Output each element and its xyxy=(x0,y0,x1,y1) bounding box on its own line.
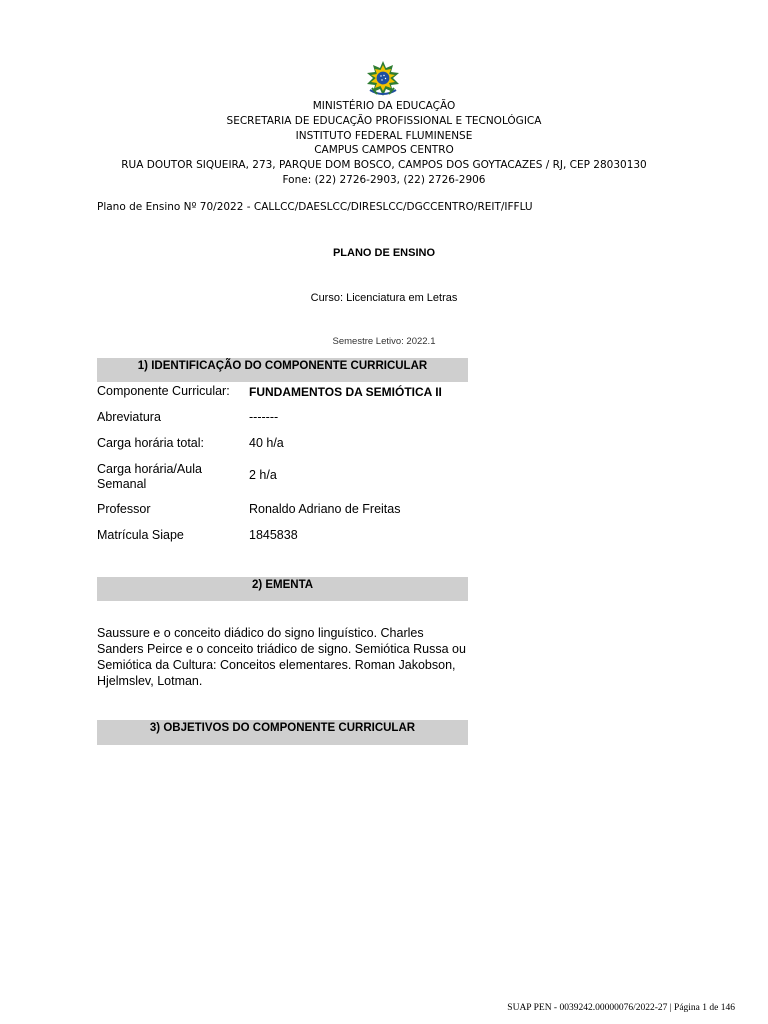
label-matricula: Matrícula Siape xyxy=(97,528,184,542)
value-carga-total: 40 h/a xyxy=(249,436,284,450)
header-campus: CAMPUS CAMPOS CENTRO xyxy=(314,144,454,157)
institution-header xyxy=(0,99,768,188)
value-carga-semanal: 2 h/a xyxy=(249,468,277,482)
section-1-heading: 1) IDENTIFICAÇÃO DO COMPONENTE CURRICULAR xyxy=(97,358,468,382)
label-professor: Professor xyxy=(97,502,151,516)
label-carga-total: Carga horária total: xyxy=(97,436,205,450)
value-componente: FUNDAMENTOS DA SEMIÓTICA II xyxy=(249,385,442,399)
header-ministry: MINISTÉRIO DA EDUCAÇÃO xyxy=(312,100,456,112)
value-professor: Ronaldo Adriano de Freitas xyxy=(249,502,401,516)
semester: Semestre Letivo: 2022.1 xyxy=(332,336,436,347)
value-abreviatura: ------- xyxy=(249,410,279,424)
section-3-heading: 3) OBJETIVOS DO COMPONENTE CURRICULAR xyxy=(97,720,468,745)
brazil-coat-of-arms-logo xyxy=(364,60,402,98)
header-address: RUA DOUTOR SIQUEIRA, 273, PARQUE DOM BOSCO, CAMPOS DOS GOYTACAZES / RJ, CEP 28030130 xyxy=(121,159,647,172)
label-carga-semanal: Carga horária/Aula Semanal xyxy=(97,462,202,491)
header-institute: INSTITUTO FEDERAL FLUMINENSE xyxy=(295,129,473,142)
course-name: Curso: Licenciatura em Letras xyxy=(310,292,458,304)
value-matricula: 1845838 xyxy=(249,528,298,542)
document-title: PLANO DE ENSINO xyxy=(332,247,436,259)
page-footer: SUAP PEN - 0039242.00000076/2022-27 | Página 1 de 146 xyxy=(507,1003,735,1013)
plan-reference: Plano de Ensino Nº 70/2022 - CALLCC/DAESLCC/DIRESLCC/DGCCENTRO/REIT/IFFLU xyxy=(97,201,533,213)
ementa-text: Saussure e o conceito diádico do signo linguístico. Charles Sanders Peirce e o conceito triádico de signo. Semiótica Russa ou Semiótica da Cultura: Conceitos elementares. Roman Jakobson, Hjelmslev, Lotman. xyxy=(97,626,466,688)
label-componente: Componente Curricular: xyxy=(97,384,230,398)
header-secretariat: SECRETARIA DE EDUCAÇÃO PROFISSIONAL E TECNOLÓGICA xyxy=(226,114,542,127)
header-phone: Fone: (22) 2726-2903, (22) 2726-2906 xyxy=(282,173,486,186)
label-abreviatura: Abreviatura xyxy=(97,410,161,424)
section-2-heading: 2) EMENTA xyxy=(97,577,468,601)
